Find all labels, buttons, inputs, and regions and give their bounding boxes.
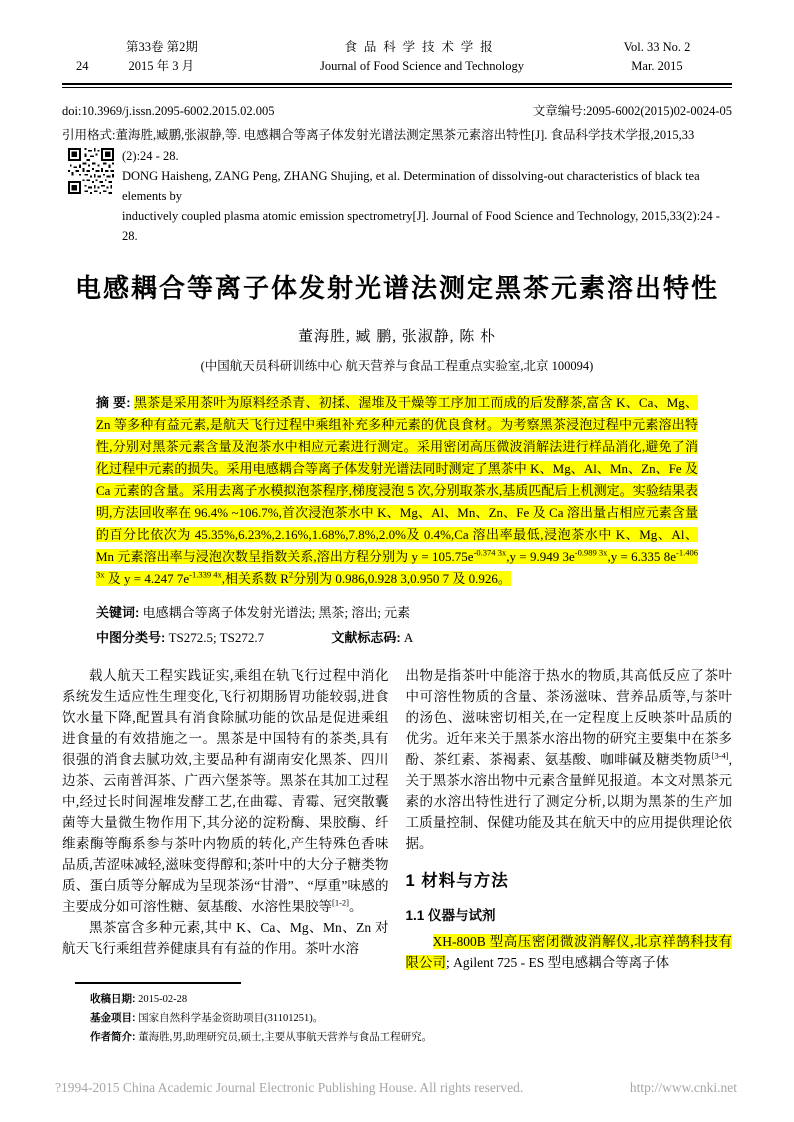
body-paragraph: 出物是指茶叶中能溶于热水的物质,其高低反应了茶叶中可溶性物质的含量、茶汤滋味、营养品质等,与茶叶的汤色、滋味密切相关,在一定程度上反映茶叶品质的优劣。近年来关于黑茶水溶出物的研究主要集中在茶多酚、茶红素、茶褐素、氨基酸、咖啡碱及糖类物质[3-4],关于黑茶水溶出物中元素含量鲜见报道。本文对黑茶元素的水溶出特性进行了测定分析,以期为黑茶的生产加工质量控制、保健功能及其在航天中的应用提供理论依据。 bbox=[405, 668, 732, 851]
reference-marker: [1-2] bbox=[332, 897, 349, 908]
issue-date-en: Mar. 2015 bbox=[631, 59, 683, 73]
footnote-divider bbox=[75, 982, 241, 984]
r-squared-exponent: 2 bbox=[288, 569, 294, 580]
body-column-left bbox=[62, 665, 389, 973]
citation-cn-line2: (2):24 - 28. bbox=[122, 149, 179, 163]
fund-text: 国家自然科学基金资助项目(31101251)。 bbox=[138, 1013, 324, 1024]
doc-code: A bbox=[403, 630, 414, 645]
journal-title-en: Journal of Food Science and Technology bbox=[319, 59, 525, 73]
citation-en-line2: inductively coupled plasma atomic emission spectrometry[J]. Journal of Food Science and Technology, 2015,33(2):24 - 28. bbox=[122, 209, 720, 243]
body-column-right bbox=[406, 665, 733, 973]
bio-text: 董海胜,男,助理研究员,硕士,主要从事航天营养与食品工程研究。 bbox=[138, 1032, 433, 1043]
journal-header bbox=[62, 38, 732, 88]
author-bio-line bbox=[90, 1028, 732, 1047]
abstract-text: 黑茶是采用茶叶为原料经杀青、初揉、渥堆及干燥等工序加工而成的后发酵茶,富含 K、Ca、Mg、Zn 等多种有益元素,是航天飞行过程中乘组补充多种元素的优良食材。为考察黑茶浸泡过程中元素溶出特性,分别对黑茶元素含量及泡茶水中相应元素进行测定。采用密闭高压微波消解法进行样品消化,避免了消化过程中元素的损失。采用电感耦合等离子体发射光谱法同时测定了黑茶中 K、Mg、Al、Mn、Zn、Fe 及 Ca 元素的含量。采用去离子水模拟泡茶程序,梯度浸泡 5 次,分别取茶水,基质匹配后上机测定。实验结果表明,方法回收率在 96.4% ~106.7%,首次浸泡茶水中 K、Mg、Al、Mn、Zn、Fe 及 Ca 溶出量占相应元素含量的百分比依次为 45.35%,6.23%,2.16%,1.68%,7.8%,2.0%及 0.4%,Ca 溶出率最低,浸泡茶水中 K、Mg、Al、Mn 元素溶出率与浸泡次数呈指数关系,溶出方程分别为 $y = 105.75e^{-0.374 3x},y = 9.949$ $3e^{-0.989 3x},y = 6.335$ $8e^{-1.406 3x}$ 及 y = 4.247 $7e^{-1.339 4x}$,相关系数 $R^2$分别为 0.986,0.928 3,0.950 7 及 0.926。 bbox=[96, 395, 698, 586]
affiliation: (中国航天员科研训练中心 航天营养与食品工程重点实验室,北京 100094) bbox=[200, 359, 594, 373]
header-divider bbox=[62, 83, 732, 88]
paper-title: 电感耦合等离子体发射光谱法测定黑茶元素溶出特性 bbox=[74, 273, 719, 303]
citation-label: 引用格式: bbox=[62, 128, 116, 142]
citation-cn-line1: 董海胜,臧鹏,张淑静,等. 电感耦合等离子体发射光谱法测定黑茶元素溶出特性[J]. 食品科学技术学报,2015,33 bbox=[115, 128, 695, 142]
clc-number: TS272.5; TS272.7 bbox=[168, 630, 265, 645]
keywords-text: 电感耦合等离子体发射光谱法; 黑茶; 溶出; 元素 bbox=[142, 605, 411, 620]
fund-line bbox=[90, 1009, 732, 1028]
bio-label: 作者简介: bbox=[90, 1031, 136, 1043]
received-label: 收稿日期: bbox=[90, 993, 136, 1005]
formula-exponent: -1.339 4x bbox=[189, 569, 222, 580]
qr-code-icon bbox=[68, 148, 114, 194]
reference-marker: [3-4] bbox=[711, 750, 729, 761]
fund-label: 基金项目: bbox=[90, 1012, 136, 1024]
copyright-watermark bbox=[55, 1080, 737, 1096]
volume-issue-en: Vol. 33 No. 2 bbox=[623, 40, 691, 54]
received-date-line bbox=[90, 990, 732, 1009]
subsection-heading: 1.1 仪器与试剂 bbox=[405, 908, 496, 923]
copyright-text: ?1994-2015 China Academic Journal Electronic Publishing House. All rights reserved. bbox=[55, 1080, 524, 1095]
volume-issue: 第33卷 第2期 bbox=[126, 40, 198, 54]
section-heading: 1 材料与方法 bbox=[405, 872, 509, 890]
received-date: 2015-02-28 bbox=[138, 994, 188, 1005]
body-paragraph: 载人航天工程实践证实,乘组在轨飞行过程中消化系统发生适应性生理变化,飞行初期肠胃功能较弱,进食饮水量下降,配置具有消食除腻功能的饮品是促进乘组进食量的有效措施之一。黑茶是中国特有的茶类,具有很强的消食去腻功效,主要品种有湖南安化黑茶、四川边茶、云南普洱茶、广西六堡茶等。黑茶在其加工过程中,经过长时间渥堆发酵工艺,在曲霉、青霉、冠突散囊菌等大量微生物作用下,其分泌的淀粉酶、果胶酶、纤维素酶等酶系参与茶叶内物质的转化,产生特殊色香味品质,苦涩味减轻,滋味变得醇和;茶叶中的大分子糖类物质、蛋白质等分解成为呈现茶汤“甘滑”、“厚重”味感的主要成分如可溶性糖、氨基酸、水溶性果胶等[1-2]。 bbox=[62, 668, 389, 914]
classification-line bbox=[96, 627, 698, 648]
journal-title-cn: 食品科学技术学报 bbox=[344, 40, 500, 54]
keywords-line bbox=[96, 602, 698, 623]
abstract bbox=[96, 392, 698, 590]
citation-en-line1: DONG Haisheng, ZANG Peng, ZHANG Shujing, et al. Determination of dissolving-out characteristics of black tea elements by bbox=[122, 169, 700, 203]
page-number: 24 bbox=[76, 59, 89, 73]
authors: 董海胜, 臧 鹏, 张淑静, 陈 朴 bbox=[297, 329, 496, 345]
body-paragraph: 黑茶富含多种元素,其中 K、Ca、Mg、Mn、Zn 对航天飞行乘组营养健康具有有益的作用。茶叶水溶 bbox=[62, 920, 389, 956]
cnki-url-link[interactable]: http://www.cnki.net bbox=[629, 1080, 737, 1095]
abstract-label: 摘 要: bbox=[96, 395, 131, 410]
keywords-label: 关键词: bbox=[96, 605, 140, 620]
formula-exponent: -0.374 3x bbox=[473, 547, 507, 558]
issue-date-cn: 2015 年 3 月 bbox=[128, 59, 195, 73]
doc-code-label: 文献标志码: bbox=[331, 630, 401, 645]
formula-exponent: -1.406 3x bbox=[96, 547, 698, 580]
body-paragraph: XH-800B 型高压密闭微波消解仪,北京祥鹄科技有限公司; Agilent 725 - ES 型电感耦合等离子体 bbox=[405, 934, 732, 970]
clc-label: 中图分类号: bbox=[96, 630, 166, 645]
formula-exponent: -0.989 3x bbox=[574, 547, 608, 558]
body-columns bbox=[62, 665, 732, 973]
highlighted-text: XH-800B 型高压密闭微波消解仪,北京祥鹄科技有限公司 bbox=[405, 934, 732, 970]
footnote-block bbox=[62, 982, 732, 1047]
article-meta bbox=[62, 101, 732, 246]
article-id: 文章编号:2095-6002(2015)02-0024-05 bbox=[532, 104, 732, 118]
doi: doi:10.3969/j.issn.2095-6002.2015.02.005 bbox=[62, 104, 275, 118]
